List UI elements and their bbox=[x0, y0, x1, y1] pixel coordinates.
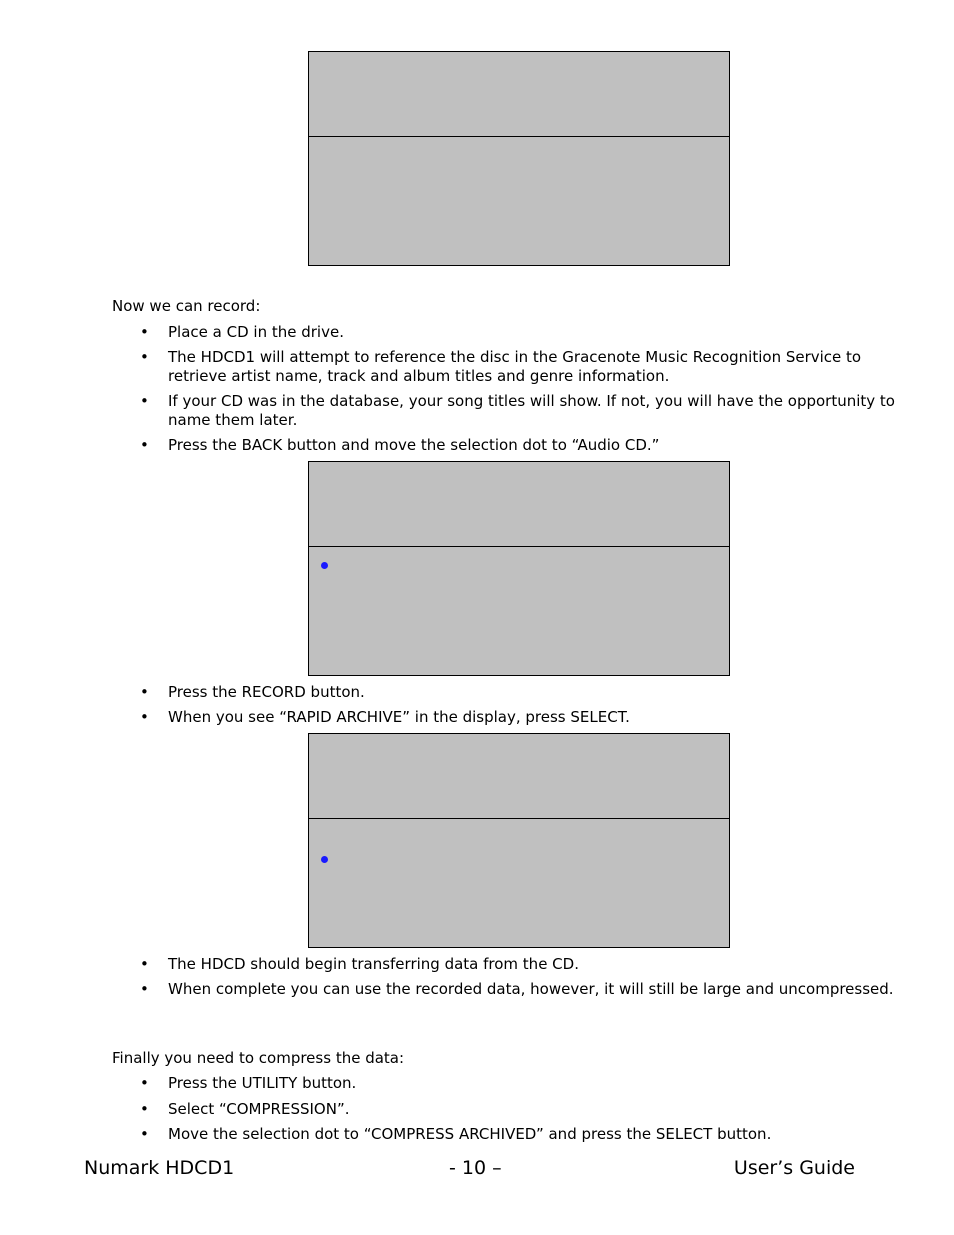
list-item-text: Press the RECORD button. bbox=[168, 683, 365, 701]
page-number: - 10 – bbox=[449, 1157, 502, 1179]
bullet-icon: • bbox=[140, 708, 149, 726]
bullet-icon: • bbox=[140, 436, 149, 454]
bullet-icon: • bbox=[140, 955, 149, 973]
list-item-text: Select “COMPRESSION”. bbox=[168, 1100, 350, 1118]
bullet-icon: • bbox=[140, 348, 149, 366]
bullet-icon: • bbox=[140, 683, 149, 701]
display-screen-body bbox=[309, 547, 729, 675]
bullet-icon: • bbox=[140, 1100, 149, 1118]
footer-left: Numark HDCD1 bbox=[84, 1157, 235, 1179]
list-item-text: Press the UTILITY button. bbox=[168, 1074, 357, 1092]
list-item-text: When complete you can use the recorded data, however, it will still be large and uncompressed. bbox=[168, 980, 894, 998]
list-item-text: The HDCD should begin transferring data from the CD. bbox=[168, 955, 579, 973]
list-item-text: If your CD was in the database, your song titles will show. If not, you will have the opportunity to name them later. bbox=[168, 392, 895, 429]
bullet-icon: • bbox=[140, 980, 149, 998]
list-item-text: When you see “RAPID ARCHIVE” in the display, press SELECT. bbox=[168, 708, 630, 726]
display-screen-body bbox=[309, 819, 729, 947]
display-screen-header bbox=[309, 462, 729, 547]
display-screen-header bbox=[309, 52, 729, 137]
bullet-icon: • bbox=[140, 1125, 149, 1143]
selection-dot-icon bbox=[321, 562, 328, 569]
list-item-text: Press the BACK button and move the selection dot to “Audio CD.” bbox=[168, 436, 660, 454]
list-item-text: Move the selection dot to “COMPRESS ARCHIVED” and press the SELECT button. bbox=[168, 1125, 772, 1143]
list-item-text: Place a CD in the drive. bbox=[168, 323, 344, 341]
bullet-icon: • bbox=[140, 392, 149, 410]
display-screen-2 bbox=[308, 461, 730, 676]
bullet-icon: • bbox=[140, 323, 149, 341]
display-screen-body bbox=[309, 137, 729, 265]
bullet-icon: • bbox=[140, 1074, 149, 1092]
footer-right: User’s Guide bbox=[733, 1157, 855, 1179]
list-item-text: The HDCD1 will attempt to reference the disc in the Gracenote Music Recognition Service to retrieve artist name, track and album titles and genre information. bbox=[168, 348, 862, 385]
display-screen-1 bbox=[308, 51, 730, 266]
display-screen-3 bbox=[308, 733, 730, 948]
intro-text: Now we can record: bbox=[112, 297, 261, 315]
finally-text: Finally you need to compress the data: bbox=[112, 1049, 405, 1067]
selection-dot-icon bbox=[321, 856, 328, 863]
display-screen-header bbox=[309, 734, 729, 819]
